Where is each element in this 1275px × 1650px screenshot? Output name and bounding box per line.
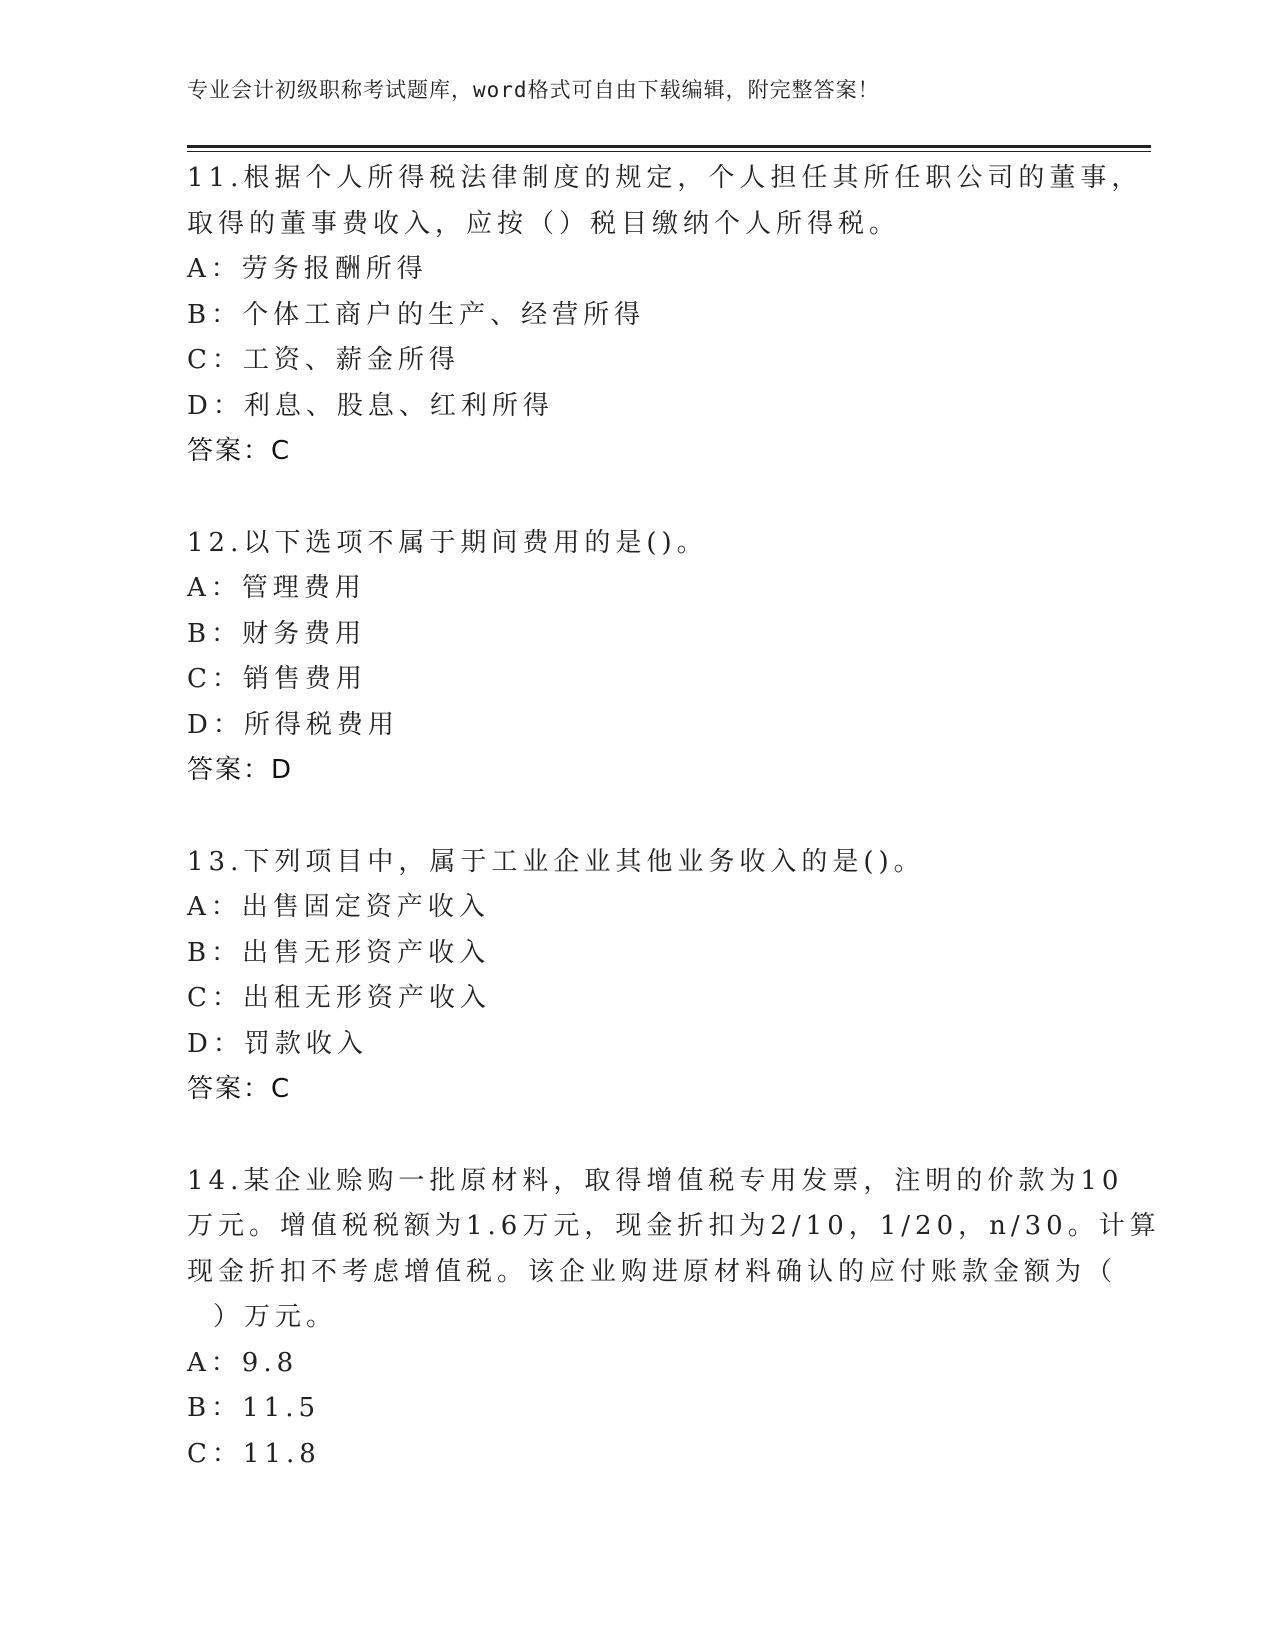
option-b: B：11.5 [187,1393,320,1423]
option-a: A：劳务报酬所得 [187,254,428,284]
option-c: C：出租无形资产收入 [187,983,491,1013]
option-b: B：财务费用 [187,618,367,649]
option-c: C：销售费用 [187,664,367,694]
answer-label: 答案：C [187,1074,292,1104]
question-stem-line: ）万元。 [213,1302,338,1332]
question-13 [187,840,1067,1113]
question-spacer [187,1113,1067,1159]
option-d: D：罚款收入 [187,1028,368,1059]
question-list [187,156,1161,1477]
question-stem-line: 现金折扣不考虑增值税。该企业购进原材料确认的应付账款金额为（ [187,1256,1118,1287]
answer-label: 答案：C [187,436,292,466]
question-stem-line: 14.某企业赊购一批原材料，取得增值税专用发票，注明的价款为10 [187,1165,1124,1196]
question-spacer [187,475,1067,521]
option-c: C：11.8 [187,1438,321,1469]
question-12 [187,521,1067,794]
option-d: D：利息、股息、红利所得 [187,390,554,421]
question-stem-line: 13.下列项目中，属于工业企业其他业务收入的是()。 [187,846,925,877]
page-header: 专业会计初级职称考试题库，word格式可自由下载编辑，附完整答案！ [187,78,880,102]
option-a: A：9.8 [187,1347,299,1378]
question-spacer [187,794,1067,840]
header-rule-thick [187,145,1151,148]
option-c: C：工资、薪金所得 [187,345,460,375]
question-14 [187,1159,1161,1478]
question-stem-line: 12.以下选项不属于期间费用的是()。 [187,527,708,558]
question-stem-line: 11.根据个人所得税法律制度的规定，个人担任其所任职公司的董事， [187,163,1143,193]
question-stem-line: 取得的董事费收入，应按（）税目缴纳个人所得税。 [187,208,901,239]
answer-label: 答案：D [187,755,294,785]
option-b: B：个体工商户的生产、经营所得 [187,299,646,330]
header-rule-thin [187,151,1151,152]
option-a: A：出售固定资产收入 [187,892,490,922]
option-a: A：管理费用 [187,573,366,603]
question-11 [187,156,1143,475]
question-stem-line: 万元。增值税税额为1.6万元，现金折扣为2/10，1/20，n/30。计算 [187,1211,1161,1241]
option-b: B：出售无形资产收入 [187,937,491,968]
option-d: D：所得税费用 [187,709,399,740]
